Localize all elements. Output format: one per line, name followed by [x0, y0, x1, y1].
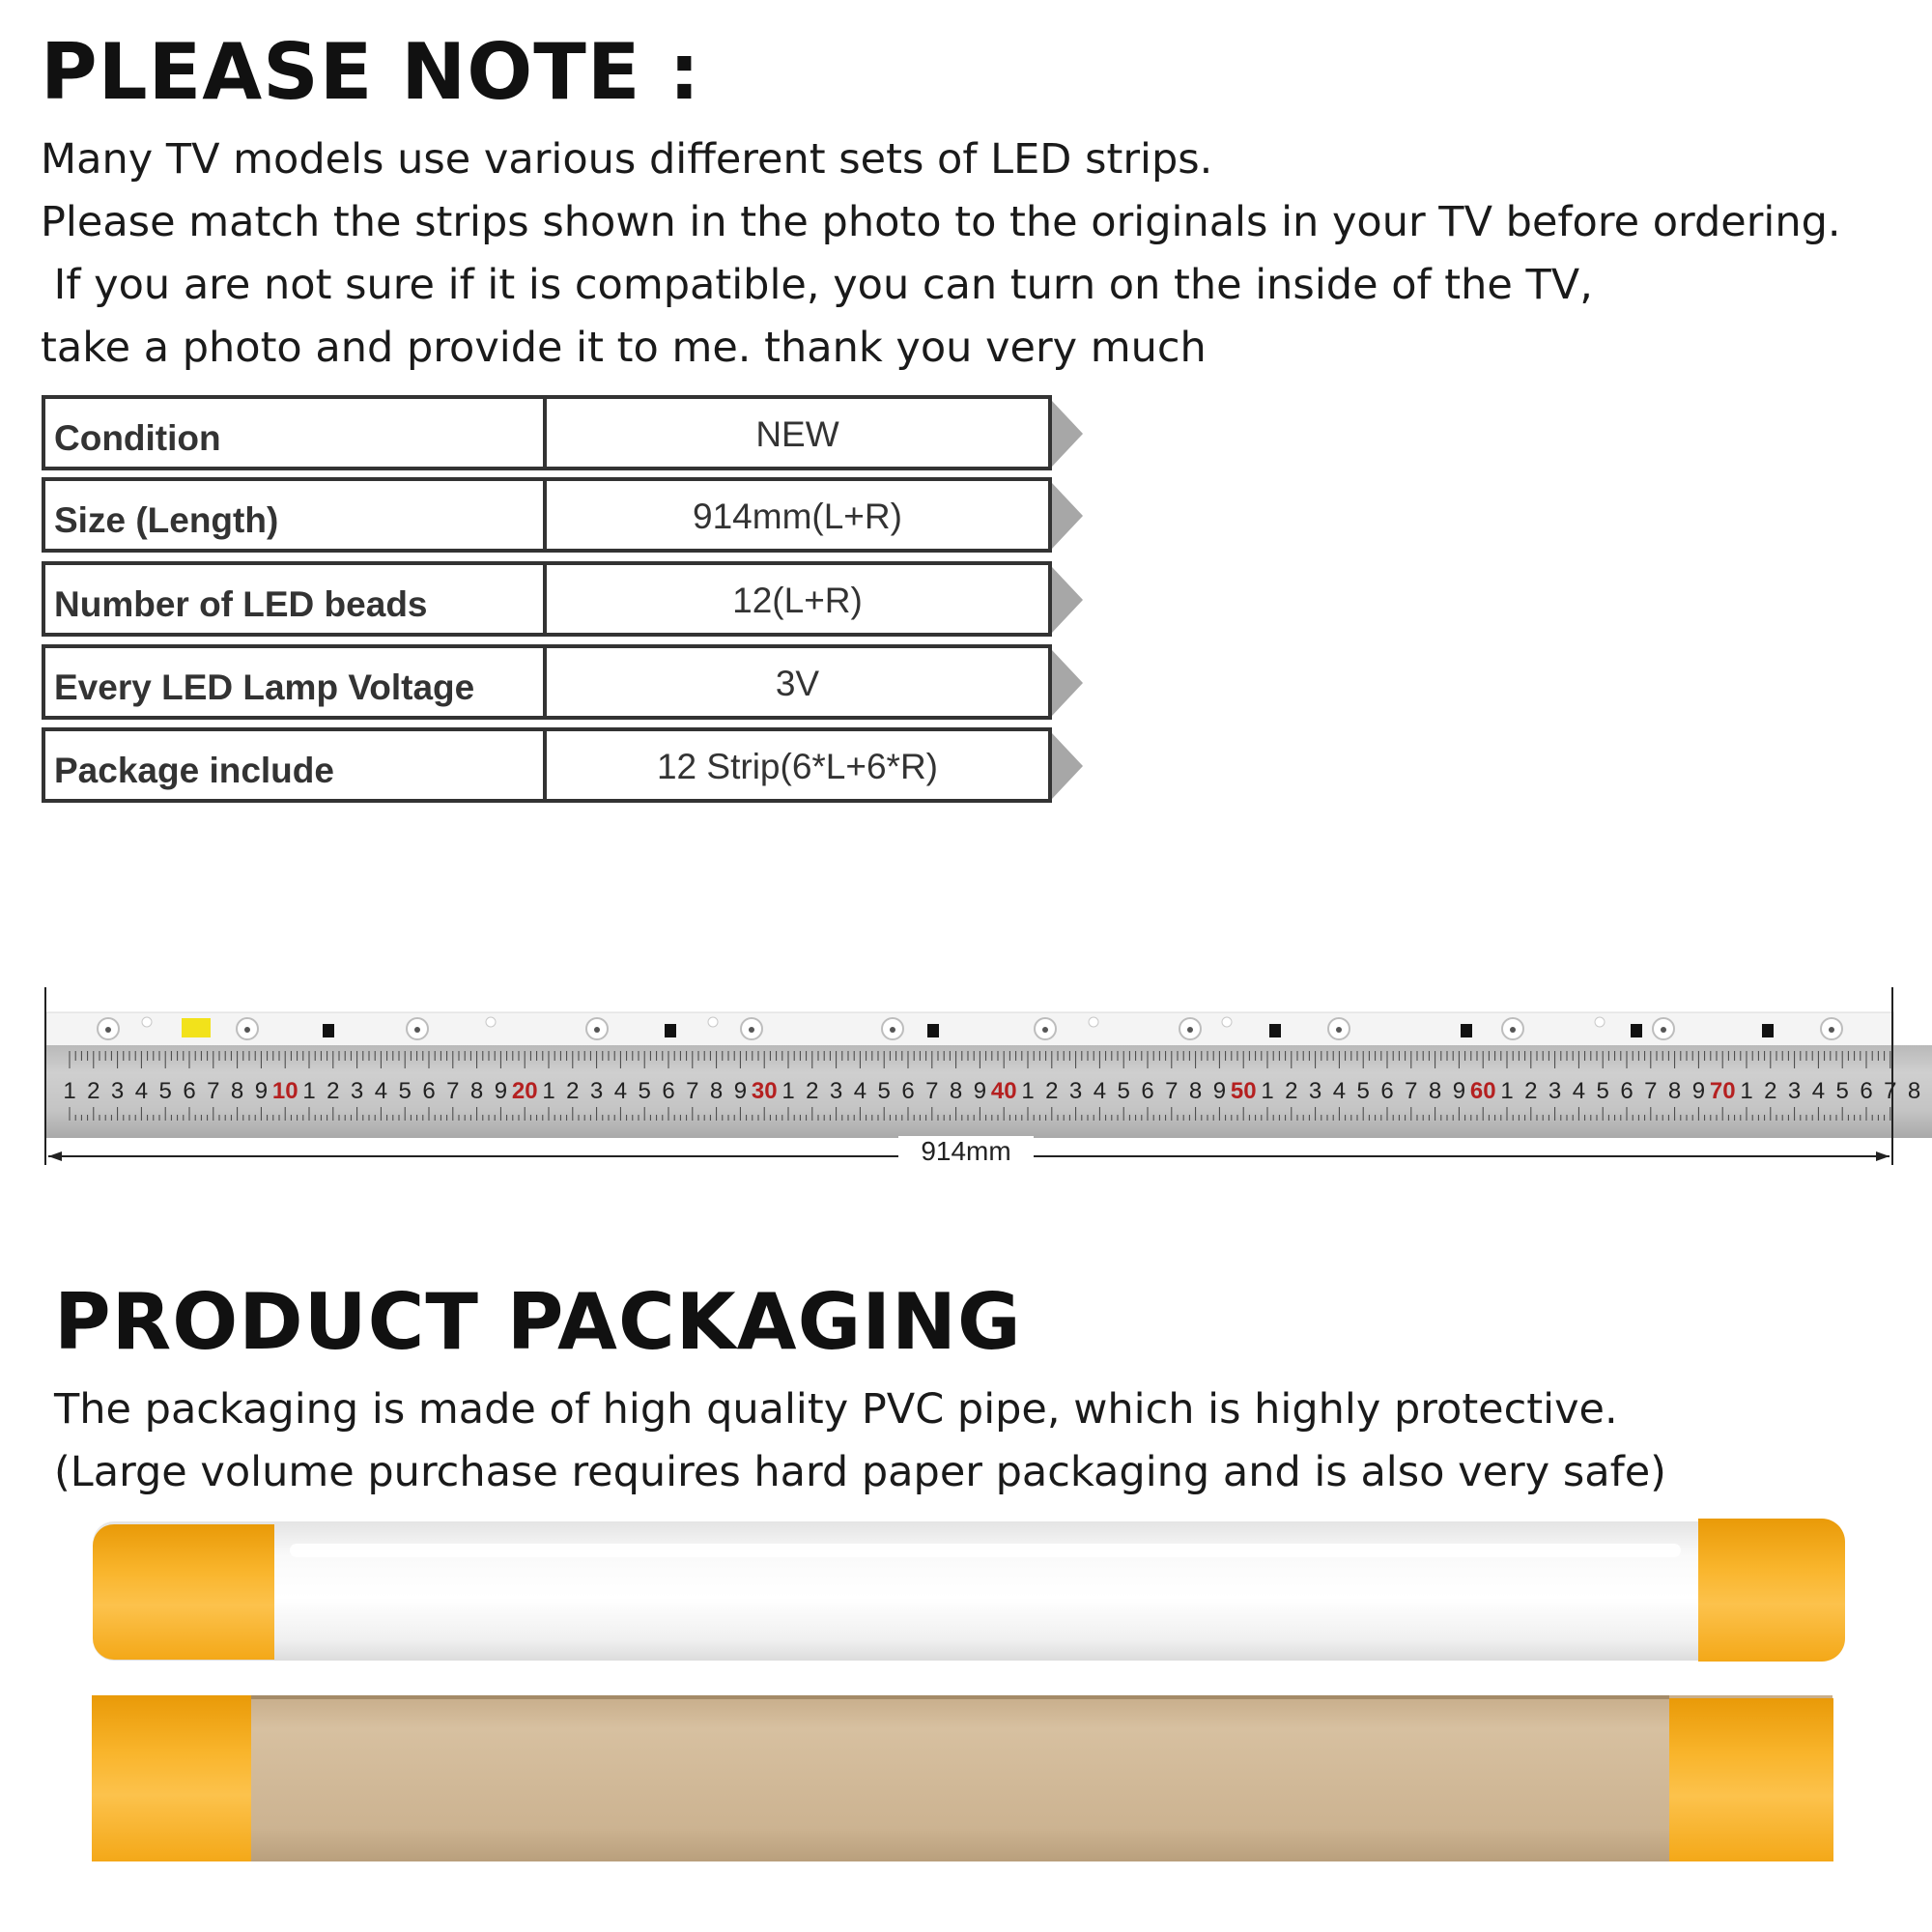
led-bead-icon [414, 1027, 420, 1033]
ruler-digit-label: 3 [1308, 1078, 1322, 1104]
mounting-hole-icon [708, 1017, 718, 1027]
led-bead-icon [1829, 1027, 1834, 1033]
ruler-digit-label: 7 [1405, 1078, 1418, 1104]
dimension-arrow-left-icon [48, 1151, 62, 1161]
ruler-digit-label: 6 [1620, 1078, 1634, 1104]
ruler-digit-label: 7 [207, 1078, 220, 1104]
spec-label: Condition [54, 418, 221, 458]
ruler-digit-label: 3 [350, 1078, 364, 1104]
chip-icon [323, 1024, 334, 1037]
spec-row-condition [42, 395, 1056, 470]
led-bead-icon [890, 1027, 895, 1033]
chip-icon [665, 1024, 676, 1037]
ruler-digit-label: 8 [709, 1078, 724, 1104]
ruler-digit-label: 9 [1452, 1078, 1466, 1104]
ruler-major-label: 40 [990, 1078, 1017, 1104]
ruler-digit-label: 2 [327, 1078, 340, 1104]
ruler-digit-label: 8 [469, 1078, 484, 1104]
ruler-major-label: 30 [751, 1078, 778, 1104]
ruler-digit-label: 1 [542, 1078, 555, 1104]
ruler-digit-label: 2 [1285, 1078, 1298, 1104]
ruler-digit-label: 5 [398, 1078, 412, 1104]
ruler-major-label: 20 [511, 1078, 538, 1104]
spec-value: 12 Strip(6*L+6*R) [656, 747, 938, 786]
ruler-digit-label: 5 [1835, 1078, 1849, 1104]
ruler-digit-label: 5 [1356, 1078, 1370, 1104]
spec-label: Size (Length) [54, 500, 279, 540]
led-bead-icon [1042, 1027, 1048, 1033]
led-bead-icon [1510, 1027, 1516, 1033]
ruler-major-label: 10 [271, 1078, 298, 1104]
ruler-digit-label: 4 [134, 1078, 149, 1104]
ruler-digit-label: 7 [925, 1078, 939, 1104]
ruler-digit-label: 4 [1093, 1078, 1107, 1104]
ruler-digit-label: 1 [1261, 1078, 1274, 1104]
mounting-hole-icon [1222, 1017, 1232, 1027]
ruler-digit-label: 4 [1572, 1078, 1586, 1104]
chip-icon [1269, 1024, 1281, 1037]
ruler-digit-label: 9 [1212, 1078, 1227, 1104]
spec-label-cell [42, 395, 547, 470]
spec-value-cell [543, 727, 1052, 803]
note-heading: PLEASE NOTE : [41, 27, 701, 117]
box-tape-left [92, 1695, 251, 1861]
ruler-digit-label: 4 [853, 1078, 867, 1104]
spec-label: Package include [54, 751, 334, 790]
ruler-digit-label: 5 [877, 1078, 891, 1104]
spec-row-voltage [42, 644, 1056, 720]
ruler-digit-label: 7 [1165, 1078, 1179, 1104]
ruler-digit-label: 8 [1428, 1078, 1442, 1104]
ruler-major-label: 60 [1469, 1078, 1496, 1104]
row-arrow-icon [1052, 733, 1083, 799]
ruler-digit-label: 7 [686, 1078, 699, 1104]
mounting-hole-icon [1595, 1017, 1605, 1027]
ruler-digit-label: 7 [1884, 1078, 1897, 1104]
dimension-label: 914mm [898, 1136, 1034, 1167]
ruler-digit-label: 4 [613, 1078, 628, 1104]
tube-highlight [290, 1544, 1681, 1557]
row-arrow-icon [1052, 567, 1083, 633]
ruler-digit-label: 4 [1811, 1078, 1826, 1104]
led-bead-icon [105, 1027, 111, 1033]
ruler-digit-label: 1 [781, 1078, 795, 1104]
spec-row-beads [42, 561, 1056, 637]
ruler-digit-label: 9 [494, 1078, 508, 1104]
ruler-digit-label: 1 [302, 1078, 316, 1104]
spec-value: 914mm(L+R) [693, 497, 902, 536]
ruler-digit-label: 8 [1907, 1078, 1921, 1104]
note-paragraph [41, 128, 1841, 380]
spec-value-cell [543, 395, 1052, 470]
ruler-major-label: 50 [1230, 1078, 1257, 1104]
pvc-tube [93, 1521, 1845, 1661]
ruler-digit-label: 2 [806, 1078, 819, 1104]
ruler-digit-label: 5 [158, 1078, 172, 1104]
ruler-digit-label: 2 [87, 1078, 100, 1104]
led-bead-icon [594, 1027, 600, 1033]
cardboard-box [92, 1695, 1833, 1861]
mounting-hole-icon [486, 1017, 496, 1027]
ruler-digit-label: 9 [1691, 1078, 1706, 1104]
led-bead-icon [1336, 1027, 1342, 1033]
spec-row-package [42, 727, 1056, 803]
ruler-digit-label: 6 [662, 1078, 675, 1104]
ruler-digit-label: 8 [949, 1078, 963, 1104]
ruler-digit-label: 8 [1667, 1078, 1682, 1104]
note-line: If you are not sure if it is compatible, you can turn on the inside of the TV, [41, 261, 1593, 309]
led-bead-icon [749, 1027, 754, 1033]
ruler-digit-label: 6 [422, 1078, 436, 1104]
ruler-digit-label: 6 [1380, 1078, 1394, 1104]
spec-value: 12(L+R) [732, 581, 863, 620]
spec-value-cell [543, 561, 1052, 637]
ruler-digit-label: 9 [254, 1078, 269, 1104]
ruler-digit-label: 4 [1332, 1078, 1347, 1104]
led-bead-icon [244, 1027, 250, 1033]
spec-label: Number of LED beads [54, 584, 428, 624]
ruler-digit-label: 5 [1596, 1078, 1609, 1104]
ruler-digit-label: 3 [1787, 1078, 1802, 1104]
packaging-line: (Large volume purchase requires hard paper packaging and is also very safe) [54, 1448, 1666, 1496]
chip-icon [1461, 1024, 1472, 1037]
ruler-digit-label: 1 [1500, 1078, 1514, 1104]
label-sticker-icon [182, 1018, 211, 1037]
led-bead-icon [1187, 1027, 1193, 1033]
ruler-digit-label: 2 [1764, 1078, 1777, 1104]
tube-tape-left [93, 1524, 274, 1660]
note-line: Many TV models use various different sets of LED strips. [41, 135, 1213, 184]
mounting-hole-icon [1089, 1017, 1098, 1027]
mounting-hole-icon [142, 1017, 152, 1027]
ruler-digit-label: 2 [566, 1078, 580, 1104]
spec-label-cell [42, 727, 547, 803]
ruler-major-label: 70 [1709, 1078, 1736, 1104]
row-arrow-icon [1052, 483, 1083, 549]
box-tape-right [1669, 1698, 1833, 1861]
ruler-digit-label: 7 [446, 1078, 460, 1104]
spec-value-cell [543, 644, 1052, 720]
row-arrow-icon [1052, 650, 1083, 716]
note-line: take a photo and provide it to me. thank you very much [41, 324, 1207, 372]
ruler-digit-label: 6 [183, 1078, 196, 1104]
note-line: Please match the strips shown in the photo to the originals in your TV before ordering. [41, 198, 1841, 246]
spec-row-size [42, 477, 1056, 553]
ruler-digit-label: 7 [1644, 1078, 1658, 1104]
led-bead-icon [1661, 1027, 1666, 1033]
dimension-arrow-right-icon [1876, 1151, 1889, 1161]
ruler-digit-label: 9 [973, 1078, 987, 1104]
ruler-digit-label: 3 [1548, 1078, 1562, 1104]
spec-value: NEW [755, 414, 839, 454]
ruler-digit-label: 2 [1524, 1078, 1538, 1104]
ruler-digit-label: 8 [230, 1078, 244, 1104]
ruler-digit-label: 6 [1860, 1078, 1873, 1104]
ruler-digit-label: 1 [1740, 1078, 1753, 1104]
spec-label-cell [42, 477, 547, 553]
chip-icon [1762, 1024, 1774, 1037]
spec-label-cell [42, 644, 547, 720]
ruler-digit-label: 3 [1068, 1078, 1083, 1104]
ruler-digit-label: 8 [1188, 1078, 1203, 1104]
packaging-paragraph [54, 1378, 1666, 1504]
ruler-digit-label: 3 [110, 1078, 125, 1104]
packaging-line: The packaging is made of high quality PVC pipe, which is highly protective. [54, 1385, 1618, 1434]
ruler-digit-label: 5 [638, 1078, 651, 1104]
tube-tape-right [1698, 1519, 1845, 1662]
ruler-digit-label: 6 [901, 1078, 915, 1104]
spec-label-cell [42, 561, 547, 637]
spec-value-cell [543, 477, 1052, 553]
ruler-digit-label: 6 [1141, 1078, 1154, 1104]
ruler-digit-label: 5 [1117, 1078, 1130, 1104]
ruler-digit-label: 3 [589, 1078, 604, 1104]
spec-value: 3V [775, 664, 820, 703]
ruler-digit-label: 3 [829, 1078, 843, 1104]
ruler-digit-label: 1 [63, 1078, 76, 1104]
ruler-digit-label: 4 [374, 1078, 388, 1104]
row-arrow-icon [1052, 401, 1083, 467]
packaging-heading: PRODUCT PACKAGING [54, 1277, 1022, 1367]
box-edge [251, 1695, 1669, 1699]
ruler-digit-label: 1 [1021, 1078, 1035, 1104]
ruler-digit-label: 9 [733, 1078, 748, 1104]
chip-icon [927, 1024, 939, 1037]
spec-label: Every LED Lamp Voltage [54, 668, 475, 707]
ruler-digit-label: 2 [1045, 1078, 1059, 1104]
chip-icon [1631, 1024, 1642, 1037]
